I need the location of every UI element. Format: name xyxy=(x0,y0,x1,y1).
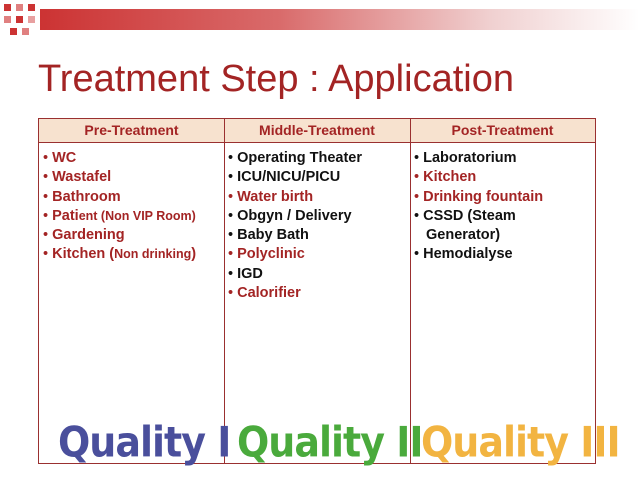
list-item: • Polyclinic xyxy=(228,245,362,264)
list-item: • CSSD (Steam xyxy=(414,207,543,226)
list-item: • Laboratorium xyxy=(414,149,543,168)
list-item: • Operating Theater xyxy=(228,149,362,168)
pre-treatment-list xyxy=(43,149,196,265)
list-item: • Gardening xyxy=(43,226,196,245)
list-item: • Patient (Non VIP Room) xyxy=(43,207,196,226)
header-pre-treatment: Pre-Treatment xyxy=(84,122,179,138)
column-divider xyxy=(410,119,411,463)
list-item: • Drinking fountain xyxy=(414,188,543,207)
quality-label-1: Quality I xyxy=(58,418,231,467)
list-item: • Calorifier xyxy=(228,284,362,303)
list-item: • Bathroom xyxy=(43,188,196,207)
list-item: • WC xyxy=(43,149,196,168)
middle-treatment-list xyxy=(228,149,362,303)
list-item: • ICU/NICU/PICU xyxy=(228,168,362,187)
quality-label-3: Quality III xyxy=(421,418,620,467)
header-middle-treatment: Middle-Treatment xyxy=(259,122,375,138)
top-gradient-bar xyxy=(40,9,638,30)
list-item: • Kitchen (Non drinking) xyxy=(43,245,196,264)
treatment-table xyxy=(38,118,596,467)
list-item: • Kitchen xyxy=(414,168,543,187)
list-item: • Baby Bath xyxy=(228,226,362,245)
list-item: • Hemodialyse xyxy=(414,245,543,264)
list-item: • IGD xyxy=(228,265,362,284)
slide-title: Treatment Step : Application xyxy=(38,58,514,100)
quality-label-2: Quality II xyxy=(237,418,423,467)
table-header-row xyxy=(39,119,595,143)
list-item: Generator) xyxy=(426,227,501,244)
post-treatment-list xyxy=(414,149,543,265)
header-post-treatment: Post-Treatment xyxy=(451,122,554,138)
list-item: • Water birth xyxy=(228,188,362,207)
list-item: • Wastafel xyxy=(43,168,196,187)
list-item: • Obgyn / Delivery xyxy=(228,207,362,226)
column-divider xyxy=(224,119,225,463)
